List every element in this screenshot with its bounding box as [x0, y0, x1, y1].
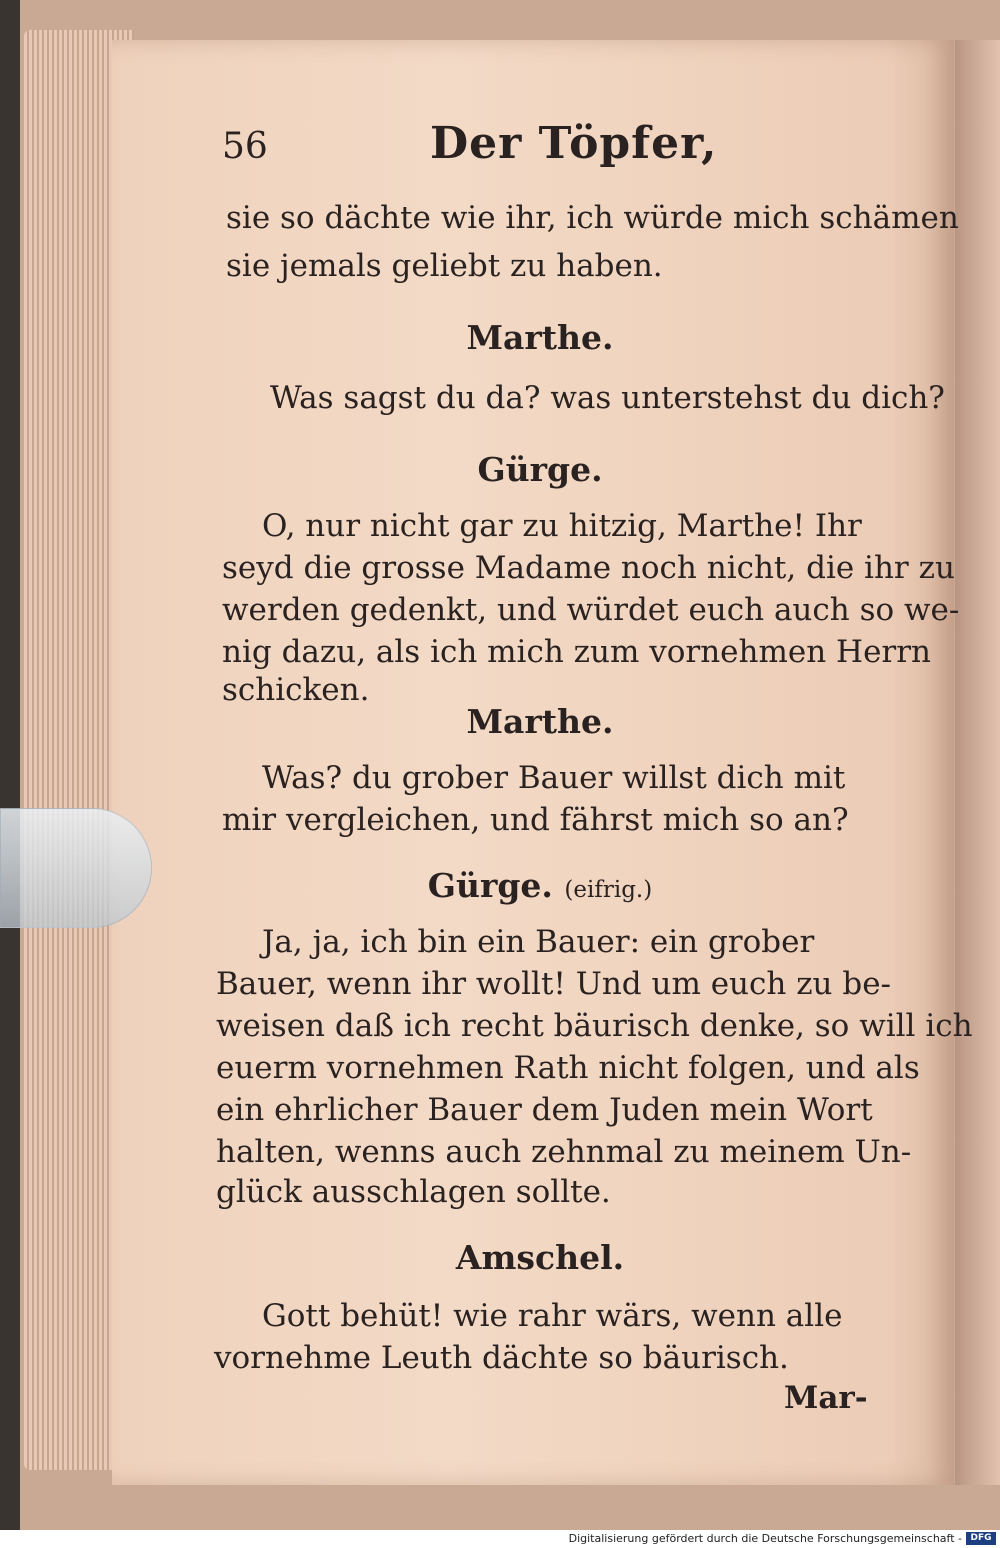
page-number: 56	[222, 126, 268, 167]
page-header	[0, 118, 1000, 188]
text-line: sie jemals geliebt zu haben.	[226, 248, 663, 284]
text-line: sie so dächte wie ihr, ich würde mich schämen	[226, 200, 959, 236]
dfg-logo: DFG	[966, 1532, 996, 1545]
text-line: O, nur nicht gar zu hitzig, Marthe! Ihr	[262, 508, 862, 544]
speaker-name-text: Gürge.	[427, 866, 553, 905]
text-line: halten, wenns auch zehnmal zu meinem Un-	[216, 1134, 912, 1170]
running-title: Der Töpfer,	[430, 118, 718, 169]
text-line: weisen daß ich recht bäurisch denke, so will ich	[216, 1008, 973, 1044]
page-clip	[0, 808, 152, 928]
text-line: euerm vornehmen Rath nicht folgen, und als	[216, 1050, 920, 1086]
text-line: schicken.	[222, 672, 370, 708]
catchword: Mar-	[784, 1380, 868, 1416]
speaker-name: Marthe.	[466, 318, 614, 357]
footer-text: Digitalisierung gefördert durch die Deutsche Forschungsgemeinschaft -	[568, 1532, 962, 1545]
text-line: glück ausschlagen sollte.	[216, 1174, 611, 1210]
facing-page-edge	[955, 40, 1000, 1485]
text-line: Bauer, wenn ihr wollt! Und um euch zu be-	[216, 966, 892, 1002]
stage-direction: (eifrig.)	[564, 877, 653, 903]
text-line: ein ehrlicher Bauer dem Juden mein Wort	[216, 1092, 873, 1128]
text-line: Gott behüt! wie rahr wärs, wenn alle	[262, 1298, 843, 1334]
text-line: werden gedenkt, und würdet euch auch so we-	[222, 592, 960, 628]
text-line: Ja, ja, ich bin ein Bauer: ein grober	[262, 924, 815, 960]
text-line: Was? du grober Bauer willst dich mit	[262, 760, 846, 796]
text-line: seyd die grosse Madame noch nicht, die ihr zu	[222, 550, 955, 586]
text-line: Was sagst du da? was unterstehst du dich?	[270, 380, 945, 416]
text-line: nig dazu, als ich mich zum vornehmen Herrn	[222, 634, 932, 670]
digitization-footer	[0, 1530, 1000, 1548]
speaker-name: Amschel.	[455, 1238, 625, 1277]
speaker-name	[340, 866, 740, 905]
speaker-name: Marthe.	[466, 702, 614, 741]
text-line: vornehme Leuth dächte so bäurisch.	[214, 1340, 789, 1376]
speaker-name: Gürge.	[477, 450, 603, 489]
text-line: mir vergleichen, und fährst mich so an?	[222, 802, 849, 838]
